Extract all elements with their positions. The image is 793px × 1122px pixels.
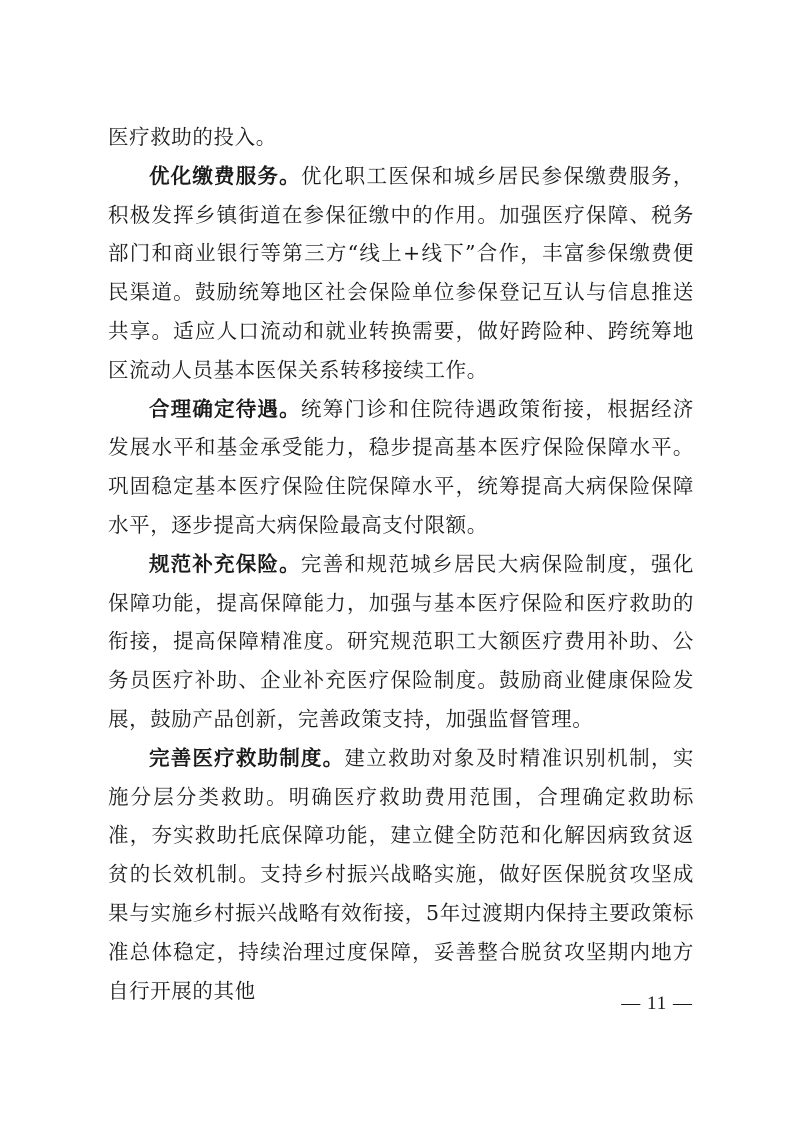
paragraph-optimize-payment <box>108 157 694 390</box>
paragraph-text: 医疗救助的投入。 <box>108 125 277 149</box>
paragraph-continuation <box>108 118 694 157</box>
paragraph-heading: 完善医疗救助制度。 <box>149 745 345 770</box>
paragraph-text: 建立救助对象及时精准识别机制，实施分层分类救助。明确医疗救助费用范围，合理确定救助标准，夯实救助托底保障功能，建立健全防范和化解因病致贫返贫的长效机制。支持乡村振兴战略实施，做好医保脱贫攻坚成果与实施乡村振兴战略有效衔接，5年过渡期内保持主要政策标准总体稳定，持续治理过度保障，妥善整合脱贫攻坚期内地方自行开展的其他 <box>108 745 694 1003</box>
page-number: — 11 — <box>621 993 693 1014</box>
paragraph-text: 完善和规范城乡居民大病保险制度，强化保障功能，提高保障能力，加强与基本医疗保险和医疗救助的衔接，提高保障精准度。研究规范职工大额医疗费用补助、公务员医疗补助、企业补充医疗保险制度。鼓励商业健康保险发展，鼓励产品创新，完善政策支持，加强监督管理。 <box>108 551 694 731</box>
body-text <box>108 118 694 1010</box>
paragraph-medical-assistance <box>108 739 694 1011</box>
paragraph-text: 统筹门诊和住院待遇政策衔接，根据经济发展水平和基金承受能力，稳步提高基本医疗保险保障水平。巩固稳定基本医疗保险住院保障水平，统筹提高大病保险保障水平，逐步提高大病保险最高支付限额。 <box>108 396 694 537</box>
paragraph-heading: 优化缴费服务。 <box>149 163 301 188</box>
paragraph-heading: 合理确定待遇。 <box>149 396 301 421</box>
paragraph-benefits <box>108 390 694 545</box>
paragraph-supplementary-insurance <box>108 545 694 739</box>
paragraph-text: 优化职工医保和城乡居民参保缴费服务，积极发挥乡镇街道在参保征缴中的作用。加强医疗保障、税务部门和商业银行等第三方“线上+线下”合作，丰富参保缴费便民渠道。鼓励统筹地区社会保险单位参保登记互认与信息推送共享。适应人口流动和就业转换需要，做好跨险种、跨统筹地区流动人员基本医保关系转移接续工作。 <box>108 163 694 382</box>
paragraph-heading: 规范补充保险。 <box>149 551 301 576</box>
